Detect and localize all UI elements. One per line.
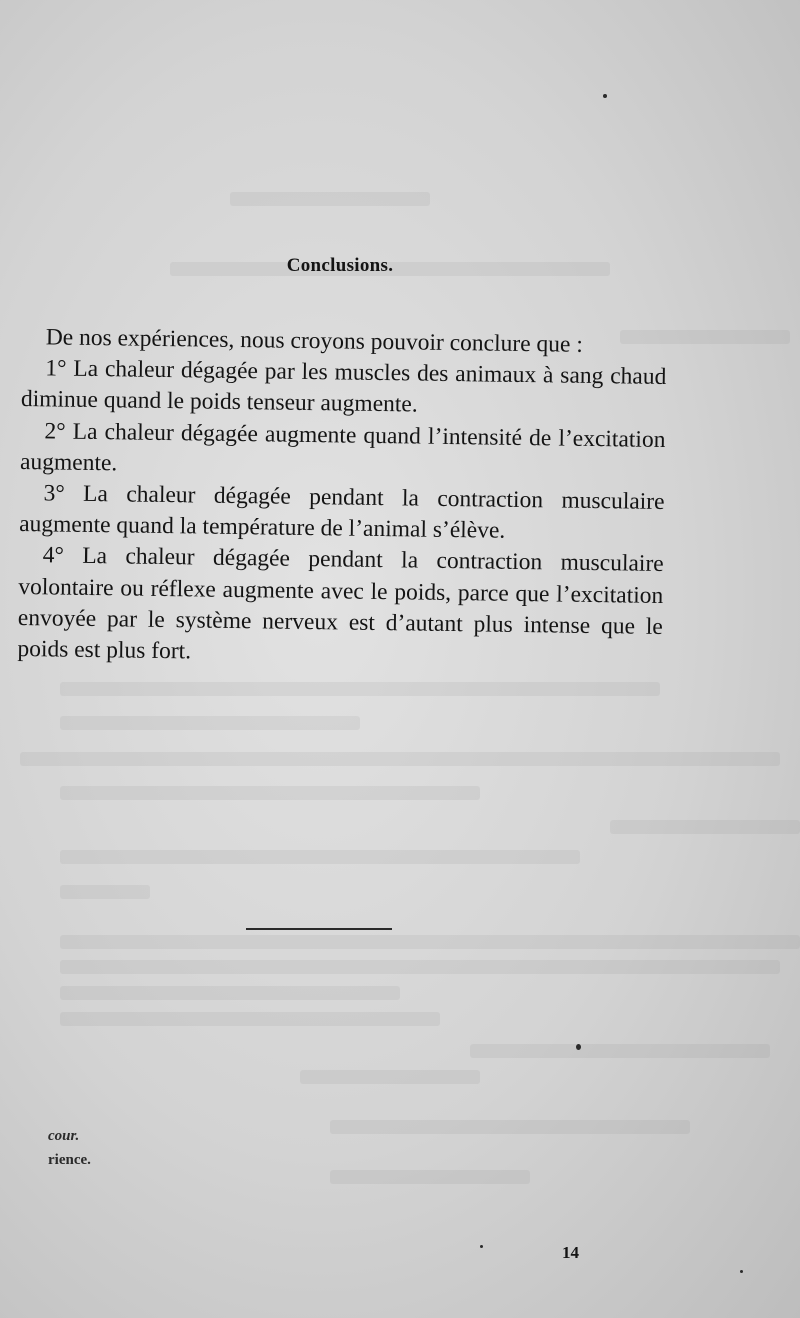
bleed-through-line	[300, 1070, 480, 1084]
bleed-through-line	[330, 1120, 690, 1134]
margin-note: cour.	[48, 1128, 80, 1144]
ink-speck	[603, 94, 607, 98]
bleed-through-line	[20, 752, 780, 766]
ink-speck	[576, 1044, 581, 1050]
paragraph: De nos expériences, nous croyons pouvoir conclure que :	[45, 324, 584, 358]
ink-speck	[480, 1245, 483, 1248]
bleed-through-line	[60, 850, 580, 864]
bleed-through-line	[60, 885, 150, 899]
paragraph: 2° La chaleur dégagée augmente quand l’intensité de l’excitation augmente.	[19, 417, 666, 477]
margin-note: rience.	[48, 1152, 91, 1168]
bleed-through-line	[60, 682, 660, 696]
bleed-through-line	[230, 192, 430, 206]
ink-speck	[740, 1270, 743, 1273]
bleed-through-line	[470, 1044, 770, 1058]
paragraph: 1° La chaleur dégagée par les muscles des animaux à sang chaud diminue quand le poids tenseur augmente.	[20, 355, 667, 418]
paragraph: 3° La chaleur dégagée pendant la contraction musculaire augmente quand la température de l’animal s’élève.	[18, 480, 665, 544]
section-heading: Conclusions.	[286, 255, 394, 276]
bleed-through-line	[60, 1012, 440, 1026]
bleed-through-line	[60, 986, 400, 1000]
bleed-through-line	[610, 820, 800, 834]
paragraph: 4° La chaleur dégagée pendant la contraction musculaire volontaire ou réflexe augmente avec le poids, parce que l’excitation envoyée par le système nerveux est d’autant plus intense que le poids est plus fort.	[17, 542, 664, 665]
page-number: 14	[562, 1243, 579, 1262]
bleed-through-line	[60, 960, 780, 974]
footnote-rule	[246, 928, 392, 930]
bleed-through-line	[60, 716, 360, 730]
bleed-through-line	[60, 786, 480, 800]
body-text	[17, 322, 667, 674]
bleed-through-line	[330, 1170, 530, 1184]
bleed-through-line	[60, 935, 800, 949]
